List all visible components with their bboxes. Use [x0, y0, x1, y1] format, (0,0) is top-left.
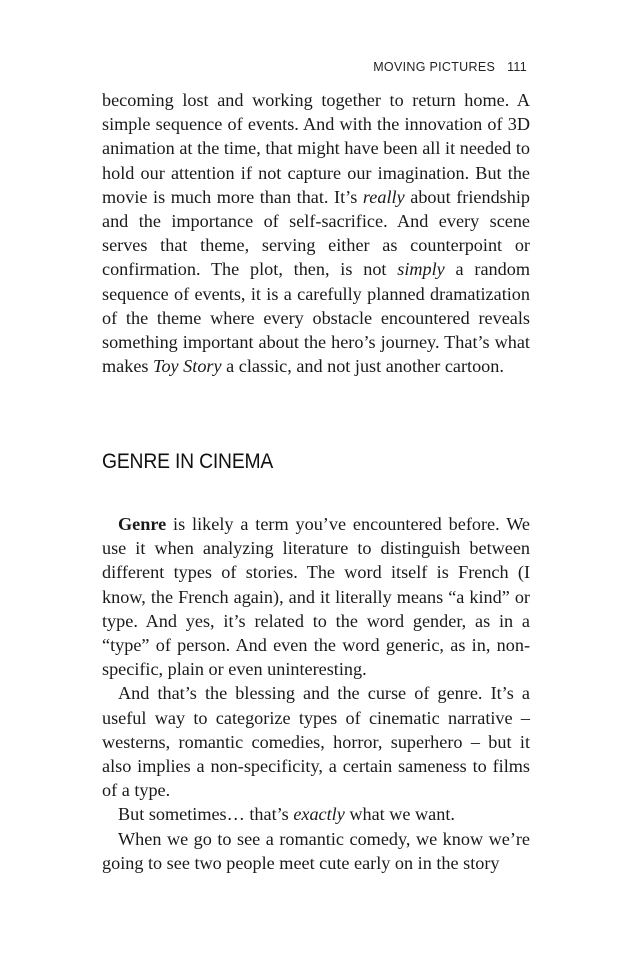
paragraph: And that’s the blessing and the curse of genre. It’s a useful way to categorize types of cinematic narrative – westerns, romantic comedies, horror, superhero – but it also implies a non-specificity, a certain sameness to films of a type.	[102, 683, 530, 801]
text-run: becoming lost and working together to return home. A simple sequence of events. And with the innovation of 3D animation at the time, that might have been all it needed to hold our attention if not capture our imagination. But the movie is much more than that. It’s	[102, 90, 530, 207]
section-heading: GENRE IN CINEMA	[102, 450, 274, 473]
running-head-title: MOVING PICTURES	[373, 60, 496, 74]
text-run: a classic, and not just another cartoon.	[221, 356, 504, 377]
page-number: 111	[507, 60, 527, 74]
text-run: But sometimes… that’s	[118, 804, 294, 825]
paragraph	[102, 88, 530, 378]
film-title: Toy Story	[153, 356, 222, 377]
text-run: what we want.	[344, 804, 455, 825]
text-run: about friendship and the importance of self-sacrifice. And every scene serves that theme, serving either as counterpoint or confirmation. The plot, then, is not	[102, 186, 530, 280]
text-run: is likely a term you’ve encountered before. We use it when analyzing literature to distinguish between different types of stories. The word itself is French (I know, the French again), and it literally means “a kind” or type. And yes, it’s related to the word gender, as in a “type” of person. And even the word generic, as in, non-specific, plain or even uninteresting.	[102, 514, 530, 680]
text-block-intro	[102, 88, 530, 378]
key-term: Genre	[118, 514, 167, 534]
text-run: a random sequence of events, it is a carefully planned dramatization of the theme where every obstacle encountered reveals something important about the hero’s journey. That’s what makes	[102, 259, 530, 377]
paragraph	[102, 512, 530, 681]
text-block-genre	[102, 512, 530, 875]
running-head	[373, 60, 527, 74]
emphasis: really	[362, 186, 405, 207]
emphasis: exactly	[293, 804, 345, 825]
paragraph	[102, 802, 530, 826]
paragraph: When we go to see a romantic comedy, we know we’re going to see two people meet cute early on in the story	[102, 828, 530, 873]
emphasis: simply	[397, 259, 445, 280]
